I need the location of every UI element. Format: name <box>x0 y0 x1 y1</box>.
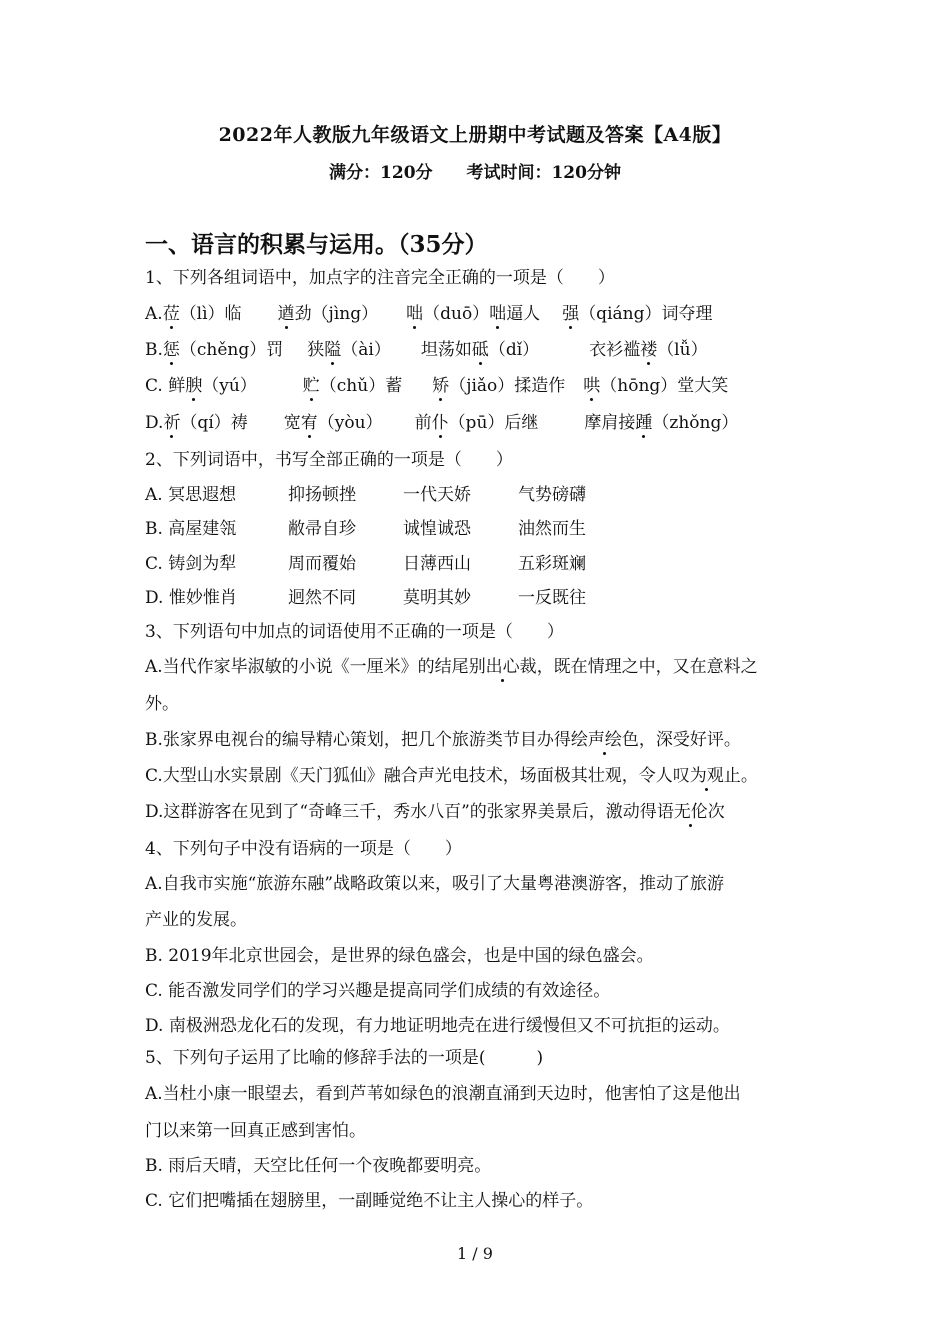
dotted-char: 腴 <box>185 376 203 396</box>
opt-text: ，既在情理之中，又在意料之 <box>536 657 758 677</box>
question-5-option-c: C. 它们把嘴插在翅膀里，一副睡觉绝不让主人操心的样子。 <box>145 1191 594 1211</box>
dotted-char: 咄 <box>406 304 424 324</box>
opt-text: （yòu） <box>317 413 383 433</box>
opt-text: 逼人 <box>506 304 541 324</box>
opt-text: 。 <box>740 766 758 786</box>
question-1-option-c <box>145 376 728 396</box>
opt-text: 莫明其妙 <box>403 588 471 608</box>
opt-text: 坦荡如 <box>420 340 472 360</box>
opt-text: （dǐ） <box>488 340 540 360</box>
opt-text: （duō） <box>423 304 490 324</box>
section-heading: 一、语言的积累与运用。（35分） <box>145 231 488 258</box>
opt-text: （yú） <box>202 376 257 396</box>
opt-text: A. <box>145 304 163 324</box>
dotted-char: 矫 <box>432 376 450 396</box>
opt-text: C. 鲜 <box>145 376 186 396</box>
page-number: 1 / 9 <box>457 1244 493 1263</box>
opt-text: 敝帚自珍 <box>288 519 356 539</box>
opt-text: （lǚ） <box>657 340 708 360</box>
question-5-stem: 5、下列句子运用了比喻的修辞手法的一项是( ) <box>145 1048 544 1068</box>
opt-text: 狭 <box>307 340 325 360</box>
dotted-char: 褛 <box>640 340 658 360</box>
opt-text: 日薄西山 <box>403 554 471 574</box>
opt-text: 气势磅礴 <box>518 485 586 505</box>
dotted-char: 哄 <box>583 376 601 396</box>
opt-text: （pū）后继 <box>448 413 539 433</box>
opt-text: B.张家界电视台的编导精心策划，把几个旅游类节目办得 <box>145 730 571 750</box>
opt-text: （chǔ）蓄 <box>319 376 403 396</box>
question-4-stem: 4、下列句子中没有语病的一项是（ ） <box>145 839 462 859</box>
opt-text: D. <box>145 413 164 433</box>
opt-text: 一反既往 <box>518 588 586 608</box>
question-1-stem: 1、下列各组词语中，加点字的注音完全正确的一项是（ ） <box>145 268 615 288</box>
question-5-option-b: B. 雨后天晴，天空比任何一个夜晚都要明亮。 <box>145 1156 492 1176</box>
question-2-option-b <box>145 519 586 539</box>
question-2-option-c <box>145 554 586 574</box>
opt-text: 宽 <box>283 413 301 433</box>
dotted-char: 隘 <box>324 340 342 360</box>
opt-text: 周而覆始 <box>288 554 356 574</box>
dotted-char: 强 <box>562 304 580 324</box>
opt-text: （qiáng）词夺理 <box>579 304 713 324</box>
opt-text: 迥然不同 <box>288 588 356 608</box>
opt-text: （qí）祷 <box>180 413 248 433</box>
question-4-option-a-cont: 产业的发展。 <box>145 910 247 930</box>
opt-text: 五彩斑斓 <box>518 554 586 574</box>
dotted-phrase: 叹为观止 <box>672 766 741 786</box>
opt-text: A. 冥思遐想 <box>145 485 237 505</box>
dotted-phrase: 绘声绘色 <box>570 730 639 750</box>
exam-time: 考试时间：120分钟 <box>466 163 621 183</box>
opt-text: （jiǎo）揉造作 <box>449 376 566 396</box>
opt-text: 油然而生 <box>518 519 586 539</box>
dotted-char: 踵 <box>635 413 653 433</box>
question-4-option-d: D. 南极洲恐龙化石的发现，有力地证明地壳在进行缓慢但又不可抗拒的运动。 <box>145 1016 730 1036</box>
question-2-option-d <box>145 588 586 608</box>
question-3-stem: 3、下列语句中加点的词语使用不正确的一项是（ ） <box>145 622 564 642</box>
question-3-option-b <box>145 730 741 750</box>
exam-meta <box>0 158 950 183</box>
exam-title: 2022年人教版九年级语文上册期中考试题及答案【A4版】 <box>218 124 732 146</box>
dotted-char: 贮 <box>302 376 320 396</box>
question-1-option-b <box>145 340 708 360</box>
opt-text: 一代天娇 <box>403 485 471 505</box>
question-3-option-c <box>145 766 758 786</box>
question-5-option-a-cont: 门以来第一回真正感到害怕。 <box>145 1121 366 1141</box>
opt-text: C.大型山水实景剧《天门狐仙》融合声光电技术，场面极其壮观，令人 <box>145 766 673 786</box>
opt-text: B. 高屋建瓴 <box>145 519 237 539</box>
dotted-phrase: 语无伦次 <box>656 802 725 822</box>
opt-text: （zhǒng） <box>652 413 739 433</box>
opt-text: D. 惟妙惟肖 <box>145 588 237 608</box>
opt-text: C. 铸剑为犁 <box>145 554 237 574</box>
opt-text: （chěng）罚 <box>179 340 284 360</box>
opt-text: 前 <box>414 413 432 433</box>
dotted-char: 砥 <box>471 340 489 360</box>
opt-text: A.当代作家毕淑敏的小说《一厘米》的结尾 <box>145 657 469 677</box>
question-2-stem: 2、下列词语中，书写全部正确的一项是（ ） <box>145 450 513 470</box>
question-2-option-a <box>145 485 586 505</box>
dotted-char: 咄 <box>489 304 507 324</box>
dotted-char: 祈 <box>163 413 181 433</box>
dotted-char: 惩 <box>162 340 180 360</box>
question-5-option-a: A.当杜小康一眼望去，看到芦苇如绿色的浪潮直涌到天边时，他害怕了这是他出 <box>145 1084 741 1104</box>
question-4-option-b: B. 2019年北京世园会，是世界的绿色盛会，也是中国的绿色盛会。 <box>145 946 654 966</box>
question-3-option-a <box>145 657 758 677</box>
question-4-option-a: A.自我市实施“旅游东融”战略政策以来，吸引了大量粤港澳游客，推动了旅游 <box>145 874 725 894</box>
opt-text: 劲（jìng） <box>294 304 379 324</box>
opt-text: D.这群游客在见到了“奇峰三千，秀水八百”的张家界美景后，激动得 <box>145 802 657 822</box>
dotted-char: 宥 <box>300 413 318 433</box>
opt-text: 衣衫 <box>589 340 624 360</box>
opt-text: 抑扬顿挫 <box>288 485 356 505</box>
opt-text: 摩肩接 <box>584 413 636 433</box>
opt-text: B. <box>145 340 163 360</box>
question-4-option-c: C. 能否激发同学们的学习兴趣是提高同学们成绩的有效途径。 <box>145 981 611 1001</box>
opt-text: 诚惶诚恐 <box>403 519 471 539</box>
question-1-option-d <box>145 413 738 433</box>
full-score: 满分：120分 <box>329 163 433 183</box>
opt-text: （ài） <box>341 340 391 360</box>
question-3-option-d <box>145 802 725 822</box>
dotted-char: 仆 <box>431 413 449 433</box>
opt-text: ，深受好评。 <box>638 730 741 750</box>
dotted-char: 遒 <box>277 304 295 324</box>
opt-text: （hōng）堂大笑 <box>600 376 729 396</box>
question-1-option-a <box>145 304 712 324</box>
question-3-option-a-cont: 外。 <box>145 694 179 714</box>
opt-text: 褴 <box>623 340 641 360</box>
opt-text: （lì）临 <box>179 304 242 324</box>
dotted-char: 莅 <box>162 304 180 324</box>
dotted-phrase: 别出心裁 <box>468 657 537 677</box>
